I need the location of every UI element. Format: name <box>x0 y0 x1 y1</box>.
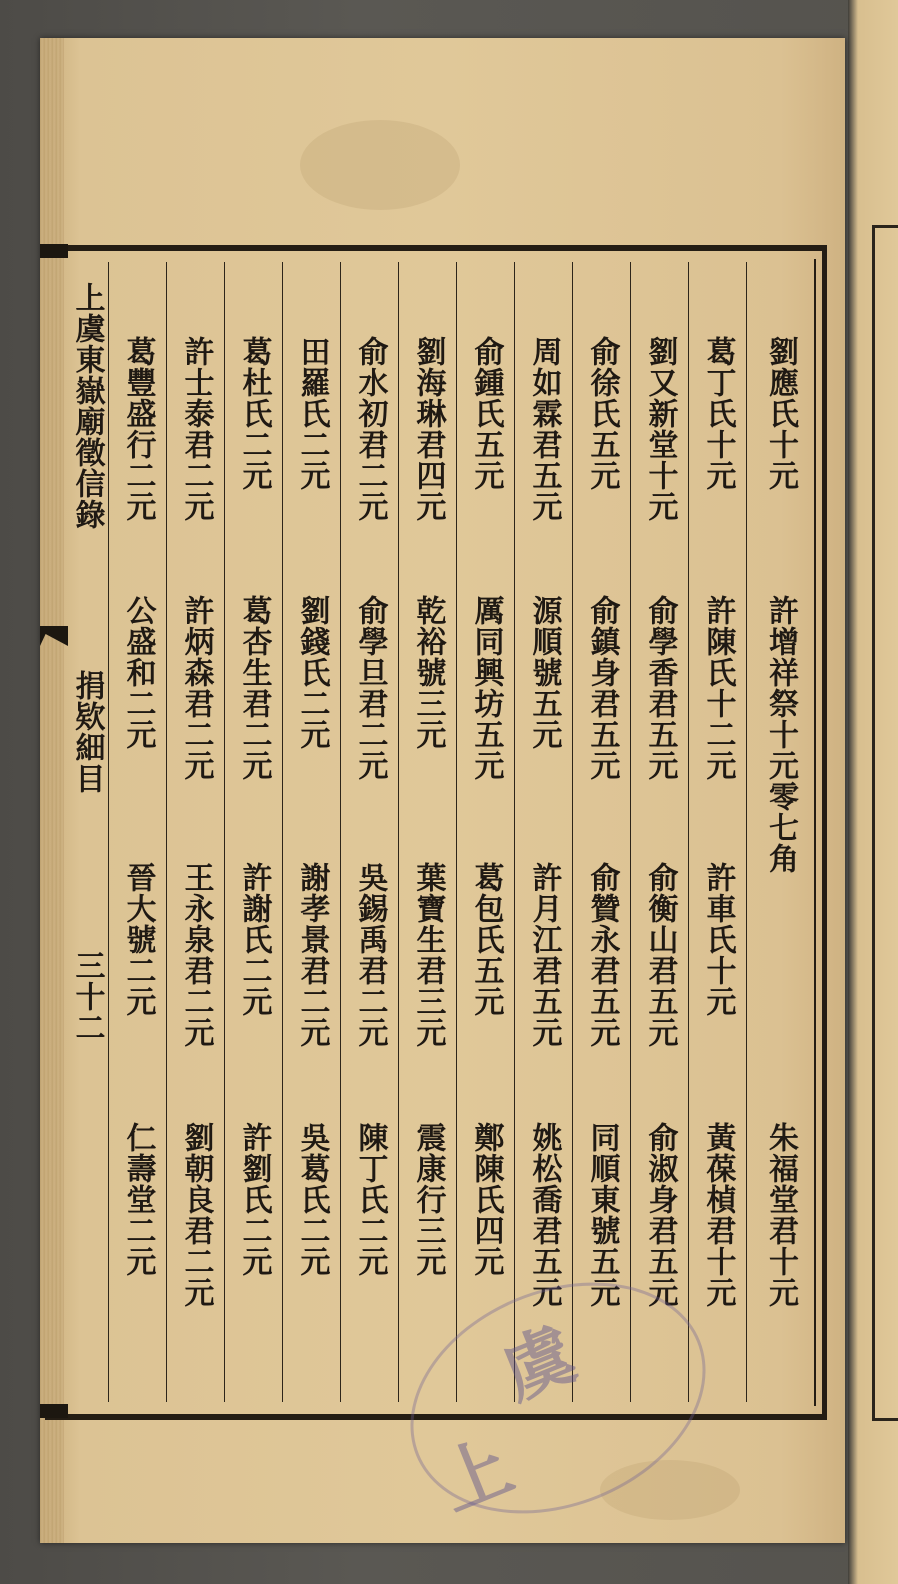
donation-column-12 <box>109 262 167 1402</box>
donation-entry: 吳錫禹君二元 <box>352 862 388 1048</box>
stamp-character: 虞 <box>490 1311 587 1415</box>
donation-entry: 許月江君五元 <box>526 862 562 1048</box>
donation-entry: 葛杜氏二元 <box>236 336 272 491</box>
donation-entry: 吳葛氏二元 <box>294 1122 330 1277</box>
donation-entry: 晉大號二元 <box>120 862 156 1017</box>
donation-entry: 葉寶生君三元 <box>410 862 446 1048</box>
donation-entry: 朱福堂君十元 <box>763 1122 798 1308</box>
book-title: 上虞東嶽廟徵信錄 <box>69 282 105 530</box>
donation-column-3 <box>631 262 689 1402</box>
donation-entry: 許陳氏十二元 <box>700 595 736 781</box>
paper-stain <box>300 120 460 210</box>
donation-entry: 源順號五元 <box>526 595 562 750</box>
donation-entry: 仁壽堂二元 <box>120 1122 156 1277</box>
donation-column-9 <box>283 262 341 1402</box>
donation-entry: 俞徐氏五元 <box>584 336 620 491</box>
donation-entry: 公盛和二元 <box>120 595 156 750</box>
donation-entry: 田羅氏二元 <box>294 336 330 491</box>
donation-entry: 謝孝景君二元 <box>294 862 330 1048</box>
section-title: 捐欵細目 <box>69 670 105 794</box>
stamp-character: 上 <box>427 1423 524 1527</box>
donation-entry: 劉朝良君二元 <box>178 1122 214 1308</box>
donation-entry: 俞淑身君五元 <box>642 1122 678 1308</box>
donation-entry: 劉又新堂十元 <box>642 336 678 522</box>
page-number: 三十二 <box>69 950 105 1043</box>
donation-column-7 <box>399 262 457 1402</box>
donation-entry: 姚松喬君五元 <box>526 1122 562 1308</box>
donation-entry: 鄭陳氏四元 <box>468 1122 504 1277</box>
donation-table <box>65 262 820 1402</box>
donation-entry: 許劉氏二元 <box>236 1122 272 1277</box>
donation-entry: 俞鍾氏五元 <box>468 336 504 491</box>
donation-entry: 俞贊永君五元 <box>584 862 620 1048</box>
margin-column <box>65 262 109 1402</box>
donation-entry: 葛杏生君二元 <box>236 595 272 781</box>
donation-entry: 許謝氏二元 <box>236 862 272 1017</box>
donation-entry: 俞學旦君二元 <box>352 595 388 781</box>
donation-column-4 <box>573 262 631 1402</box>
donation-entry: 俞衡山君五元 <box>642 862 678 1048</box>
donation-entry: 劉應氏十元 <box>763 336 798 491</box>
donation-entry: 許炳森君二元 <box>178 595 214 781</box>
donation-entry: 同順東號五元 <box>584 1122 620 1308</box>
donation-entry: 許增祥祭十元零七角 <box>763 595 798 874</box>
donation-column-11 <box>167 262 225 1402</box>
donation-entry: 劉錢氏二元 <box>294 595 330 750</box>
donation-entry: 厲同興坊五元 <box>468 595 504 781</box>
donation-entry: 王永泉君二元 <box>178 862 214 1048</box>
donation-column-1 <box>747 262 813 1402</box>
fish-tail-mark-top <box>40 244 68 258</box>
donation-entry: 許士泰君二元 <box>178 336 214 522</box>
donation-entry: 俞鎮身君五元 <box>584 595 620 781</box>
donation-entry: 許車氏十元 <box>700 862 736 1017</box>
donation-column-5 <box>515 262 573 1402</box>
donation-entry: 俞水初君二元 <box>352 336 388 522</box>
donation-entry: 葛豐盛行二元 <box>120 336 156 522</box>
donation-entry: 葛丁氏十元 <box>700 336 736 491</box>
adjacent-page-frame <box>872 225 898 1421</box>
donation-entry: 葛包氏五元 <box>468 862 504 1017</box>
donation-column-2 <box>689 262 747 1402</box>
fish-tail-mark-bottom <box>40 1404 68 1418</box>
donation-column-10 <box>225 262 283 1402</box>
donation-entry: 黃葆楨君十元 <box>700 1122 736 1308</box>
donation-entry: 震康行三元 <box>410 1122 446 1277</box>
donation-entry: 俞學香君五元 <box>642 595 678 781</box>
donation-column-6 <box>457 262 515 1402</box>
donation-entry: 陳丁氏二元 <box>352 1122 388 1277</box>
donation-column-8 <box>341 262 399 1402</box>
donation-entry: 周如霖君五元 <box>526 336 562 522</box>
donation-entry: 乾裕號三元 <box>410 595 446 750</box>
donation-entry: 劉海琳君四元 <box>410 336 446 522</box>
